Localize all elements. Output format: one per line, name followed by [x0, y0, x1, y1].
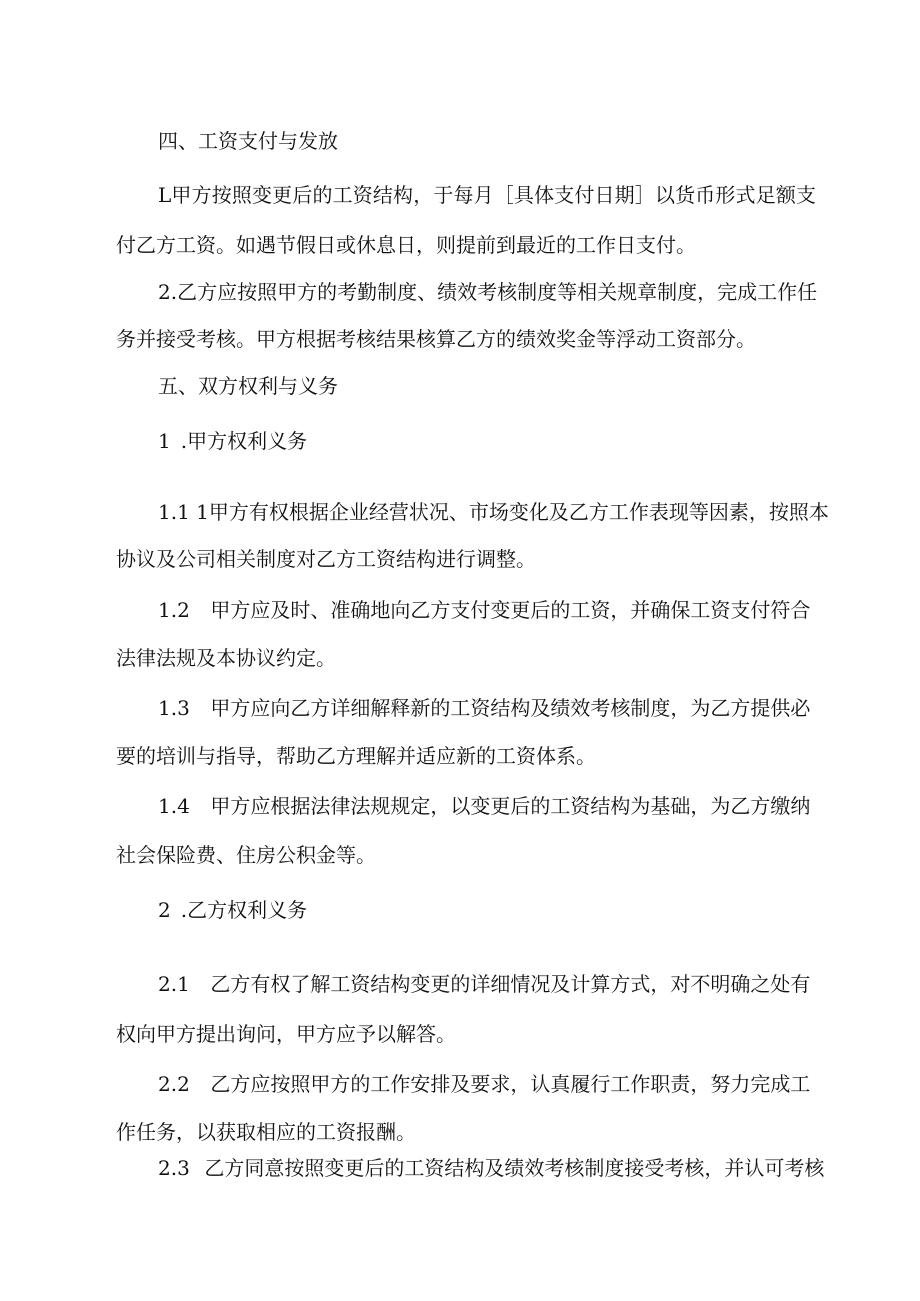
clause-text: 1甲方有权根据企业经营状况、市场变化及乙方工作表现等因素，按照本 — [196, 500, 829, 524]
clause-text: 甲方应向乙方详细解释新的工资结构及绩效考核制度，为乙方提供必 — [210, 696, 811, 720]
clause-number: 1.2 — [158, 598, 190, 622]
clause-text: 甲方应及时、准确地向乙方支付变更后的工资，并确保工资支付符合 — [210, 598, 811, 622]
party-b-item-3-line-1 — [158, 1156, 858, 1180]
party-b-item-2-line-2: 作任务，以获取相应的工资报酬。 — [116, 1120, 416, 1144]
party-b-item-2-line-1 — [158, 1072, 858, 1096]
clause-number: 2.3 — [158, 1156, 190, 1180]
clause-number: 1.3 — [158, 696, 190, 720]
party-a-item-4-line-2: 社会保险费、住房公积金等。 — [116, 843, 376, 867]
clause-text: 乙方应按照甲方的工作安排及要求，认真履行工作职责，努力完成工 — [210, 1072, 811, 1096]
party-a-item-3-line-2: 要的培训与指导，帮助乙方理解并适应新的工资体系。 — [116, 744, 596, 768]
clause-number: 1.4 — [158, 794, 190, 818]
party-b-heading-text: .乙方权利义务 — [180, 898, 308, 922]
party-b-item-1-line-1 — [158, 972, 858, 996]
clause-number: 1.1 — [158, 500, 190, 524]
clause-number: 2.1 — [158, 972, 190, 996]
section-4-heading: 四、工资支付与发放 — [158, 129, 338, 153]
party-b-heading-number: 2 — [158, 898, 171, 922]
party-a-item-1-line-2: 协议及公司相关制度对乙方工资结构进行调整。 — [116, 547, 536, 571]
party-b-item-1-line-2: 权向甲方提出询问，甲方应予以解答。 — [116, 1022, 456, 1046]
clause-text: 乙方同意按照变更后的工资结构及绩效考核制度接受考核，并认可考核 — [204, 1156, 825, 1180]
party-a-item-2-line-2: 法律法规及本协议约定。 — [116, 646, 336, 670]
party-a-heading — [158, 429, 858, 453]
party-a-item-2-line-1 — [158, 598, 858, 622]
party-a-heading-number: 1 — [158, 429, 171, 453]
section-4-item-1-line-1: L甲方按照变更后的工资结构，于每月［具体支付日期］以货币形式足额支 — [158, 183, 816, 207]
party-a-item-4-line-1 — [158, 794, 858, 818]
party-b-heading — [158, 898, 858, 922]
party-a-heading-text: .甲方权利义务 — [180, 429, 308, 453]
clause-text: 乙方有权了解工资结构变更的详细情况及计算方式，对不明确之处有 — [210, 972, 811, 996]
clause-number: 2.2 — [158, 1072, 190, 1096]
party-a-item-3-line-1 — [158, 696, 858, 720]
section-5-heading: 五、双方权利与义务 — [158, 374, 338, 398]
party-a-item-1-line-1 — [158, 500, 858, 524]
section-4-item-1-line-2: 付乙方工资。如遇节假日或休息日，则提前到最近的工作日支付。 — [116, 233, 696, 257]
section-4-item-2-line-2: 务并接受考核。甲方根据考核结果核算乙方的绩效奖金等浮动工资部分。 — [116, 327, 756, 351]
section-4-item-2-line-1: 2.乙方应按照甲方的考勤制度、绩效考核制度等相关规章制度，完成工作任 — [158, 280, 818, 304]
clause-text: 甲方应根据法律法规规定，以变更后的工资结构为基础，为乙方缴纳 — [210, 794, 811, 818]
